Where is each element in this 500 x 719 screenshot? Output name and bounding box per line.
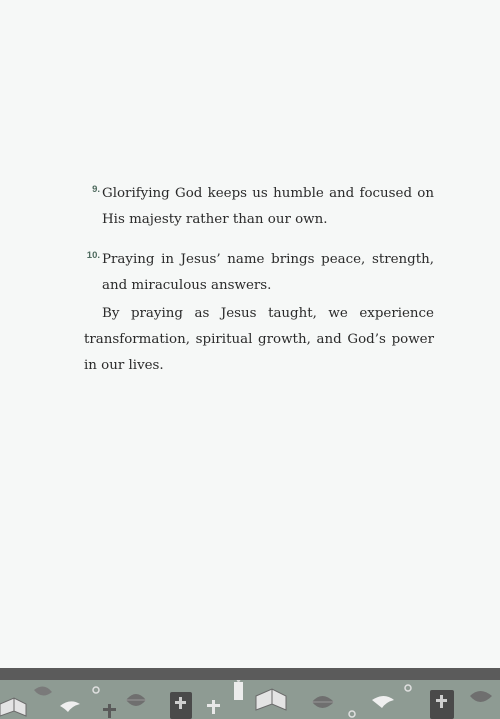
list-item-text: Glorifying God keeps us humble and focused on His majesty rather than our own.: [102, 186, 434, 227]
bible-icon: [430, 690, 454, 719]
closing-paragraph: By praying as Jesus taught, we experience transformation, spiritual growth, and God’s power in our lives.: [84, 306, 434, 373]
list-item-text: Praying in Jesus’ name brings peace, strength, and miraculous answers.: [102, 252, 434, 293]
ring-icon: [349, 711, 355, 717]
footer-pattern-band: [0, 680, 500, 719]
footer-band-dark: [0, 668, 500, 680]
dove-icon: [372, 696, 394, 708]
cross-icon: [103, 704, 116, 718]
candle-icon: [234, 680, 243, 700]
list-item: [84, 247, 434, 299]
ring-icon: [93, 687, 99, 693]
dove-icon: [60, 701, 80, 712]
leaf-icon: [470, 691, 492, 702]
ring-icon: [405, 685, 411, 691]
leaf-icon: [34, 686, 52, 695]
list-item: [84, 181, 434, 233]
footer-pattern: [0, 680, 500, 719]
leaf-icon: [126, 694, 146, 706]
leaf-icon: [312, 696, 334, 708]
list-number: 10.: [86, 250, 100, 261]
list-number: 9.: [92, 184, 100, 195]
bible-icon: [170, 692, 192, 719]
open-book-icon: [256, 689, 286, 710]
open-book-icon: [0, 698, 26, 716]
numbered-list: [84, 181, 434, 313]
cross-icon: [207, 700, 220, 714]
